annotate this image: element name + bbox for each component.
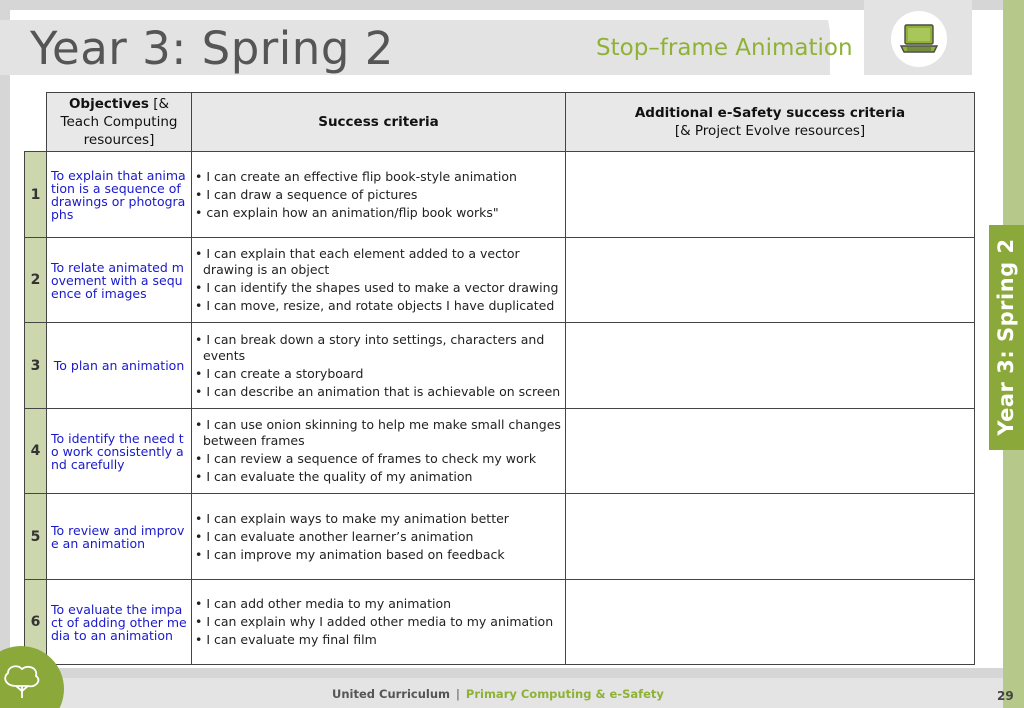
tree-icon	[0, 646, 64, 708]
lesson-objective: To explain that animation is a sequence of drawings or photographs	[47, 152, 192, 238]
table-row	[25, 580, 975, 665]
lesson-objective: To plan an animation	[47, 323, 192, 409]
lesson-number: 3	[25, 323, 47, 409]
criterion: • I can explain ways to make my animation better	[195, 510, 509, 526]
criterion: • I can create a storyboard	[195, 365, 364, 381]
laptop-icon	[899, 23, 939, 55]
criterion: • I can draw a sequence of pictures	[195, 186, 418, 202]
success-criteria-cell	[192, 409, 566, 494]
criterion: • I can create an effective flip book-style animation	[195, 168, 517, 184]
criterion: • I can explain that each element added to a vector drawing is an object	[195, 246, 520, 277]
lesson-objective: To relate animated movement with a sequence of images	[47, 238, 192, 323]
criterion: • I can identify the shapes used to make a vector drawing	[195, 280, 559, 295]
icon-badge	[891, 11, 947, 67]
curriculum-logo	[0, 646, 64, 708]
page-title: Year 3: Spring 2	[30, 22, 394, 75]
criterion: • I can evaluate my final film	[195, 632, 377, 647]
table-row	[25, 152, 975, 238]
table-row	[25, 409, 975, 494]
footer-left-text: United Curriculum	[332, 687, 451, 701]
criterion: • I can use onion skinning to help me make small changes between frames	[195, 417, 561, 448]
header-objectives: Objectives [& Teach Computing resources]	[47, 93, 192, 152]
lesson-number: 4	[25, 409, 47, 494]
additional-criteria-cell	[566, 238, 975, 323]
criterion: • I can add other media to my animation	[195, 596, 452, 611]
table-header-row	[25, 93, 975, 152]
additional-criteria-cell	[566, 409, 975, 494]
success-criteria-cell	[192, 152, 566, 238]
table-row	[25, 494, 975, 580]
lesson-number: 1	[25, 152, 47, 238]
table-row	[25, 238, 975, 323]
criterion: • can explain how an animation/flip book works"	[195, 204, 499, 220]
criterion: • I can explain why I added other media to my animation	[195, 614, 554, 629]
additional-criteria-cell	[566, 152, 975, 238]
success-criteria-cell	[192, 238, 566, 323]
lesson-objective: To evaluate the impact of adding other media to an animation	[47, 580, 192, 665]
success-criteria-cell	[192, 323, 566, 409]
criterion: • I can evaluate another learner’s animation	[195, 528, 474, 544]
lesson-objective: To identify the need to work consistently and carefully	[47, 409, 192, 494]
lesson-objective: To review and improve an animation	[47, 494, 192, 580]
criterion: • I can review a sequence of frames to check my work	[195, 451, 537, 466]
criterion: • I can improve my animation based on feedback	[195, 546, 505, 562]
page-subtitle: Stop–frame Animation	[596, 35, 853, 61]
footer-separator: |	[456, 687, 460, 701]
additional-criteria-cell	[566, 323, 975, 409]
criterion: • I can evaluate the quality of my animation	[195, 469, 473, 484]
success-criteria-cell	[192, 494, 566, 580]
additional-criteria-cell	[566, 580, 975, 665]
header-corner	[25, 93, 47, 152]
lesson-table	[24, 92, 975, 665]
table-row	[25, 323, 975, 409]
footer-caption	[332, 687, 664, 701]
footer-right-text: Primary Computing & e-Safety	[465, 687, 664, 701]
criterion: • I can break down a story into settings, characters and events	[195, 331, 545, 363]
criterion: • I can describe an animation that is achievable on screen	[195, 383, 561, 399]
success-criteria-cell	[192, 580, 566, 665]
header-additional-criteria: Additional e-Safety success criteria [& Project Evolve resources]	[566, 93, 975, 152]
lesson-number: 2	[25, 238, 47, 323]
header-success-criteria: Success criteria	[192, 93, 566, 152]
side-tab-label: Year 3: Spring 2	[994, 238, 1018, 436]
additional-criteria-cell	[566, 494, 975, 580]
criterion: • I can move, resize, and rotate objects I have duplicated	[195, 298, 555, 313]
lesson-number: 6	[25, 580, 47, 665]
lesson-number: 5	[25, 494, 47, 580]
page-number: 29	[997, 689, 1014, 703]
